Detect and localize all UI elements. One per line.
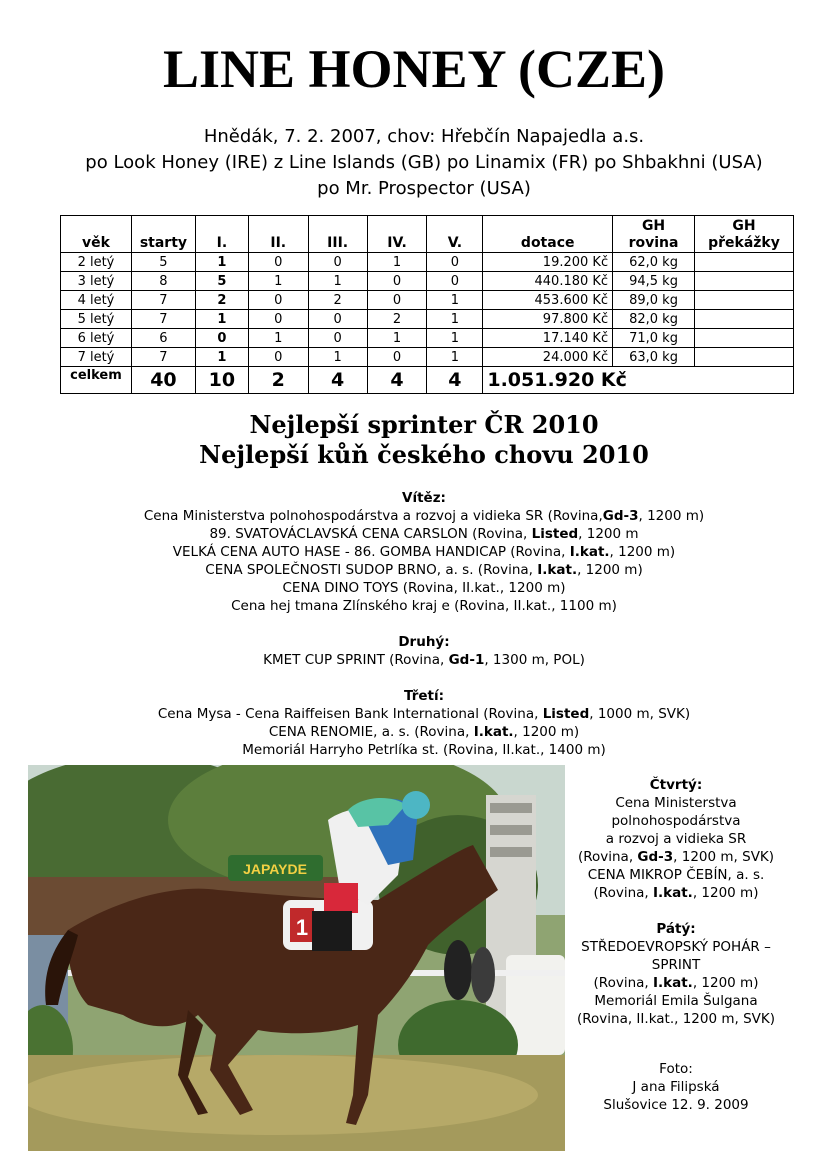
- list-item: Memoriál Harryho Petrlíka st. (Rovina, II.kat., 1400 m): [242, 742, 606, 758]
- track-sign: JAPAYDE: [243, 861, 307, 877]
- list-item: 89. SVATOVÁCLAVSKÁ CENA CARSLON (Rovina, Listed, 1200 m: [209, 526, 639, 542]
- list-item: Cena Ministerstva: [615, 795, 737, 811]
- table-row: 2 letý 5 1 0 0 1 0 19.200 Kč 62,0 kg: [61, 253, 794, 272]
- header-gh-flat: GH rovina: [613, 216, 695, 253]
- photo-credit: [566, 1060, 786, 1114]
- header-gh-jump: GH překážky: [695, 216, 794, 253]
- table-row: 3 letý 8 5 1 1 0 0 440.180 Kč 94,5 kg: [61, 272, 794, 291]
- race-stats-table: [60, 215, 794, 394]
- table-row: 5 letý 7 1 0 0 2 1 97.800 Kč 82,0 kg: [61, 310, 794, 329]
- fourth-heading: Čtvrtý:: [649, 777, 703, 793]
- header-second: II.: [248, 216, 308, 253]
- list-item: (Rovina, Gd-3, 1200 m, SVK): [577, 849, 775, 865]
- page-title: LINE HONEY (CZE): [162, 39, 666, 99]
- table-row: 7 letý 7 1 0 1 0 1 24.000 Kč 63,0 kg: [61, 348, 794, 367]
- headline-line-2: Nejlepší kůň českého chovu 2010: [199, 440, 649, 469]
- photo-credit-place-date: Slušovice 12. 9. 2009: [603, 1097, 749, 1113]
- third-heading: Třetí:: [403, 688, 445, 704]
- info-line-1: Hnědák, 7. 2. 2007, chov: Hřebčín Napajedla a.s.: [203, 126, 645, 147]
- header-fourth: IV.: [367, 216, 427, 253]
- list-item: KMET CUP SPRINT (Rovina, Gd-1, 1300 m, POL): [263, 652, 585, 668]
- photo-credit-label: Foto:: [659, 1061, 693, 1077]
- list-item: Memoriál Emila Šulgana: [594, 993, 758, 1009]
- list-item: Cena Mysa - Cena Raiffeisen Bank International (Rovina, Listed, 1000 m, SVK): [157, 706, 691, 722]
- horse-info: [0, 124, 828, 202]
- header-starts: starty: [131, 216, 195, 253]
- headline: [0, 410, 828, 470]
- header-age: věk: [61, 216, 132, 253]
- list-item: Cena hej tmana Zlínského kraj e (Rovina, II.kat., 1100 m): [231, 598, 617, 614]
- header-fifth: V.: [427, 216, 483, 253]
- second-heading: Druhý:: [398, 634, 450, 650]
- total-label: celkem: [61, 367, 132, 394]
- placings-sidebar: [566, 776, 786, 1028]
- list-item: VELKÁ CENA AUTO HASE - 86. GOMBA HANDICAP (Rovina, I.kat., 1200 m): [172, 544, 676, 560]
- list-item: a rozvoj a vidieka SR: [605, 831, 747, 847]
- header-third: III.: [308, 216, 367, 253]
- list-item: (Rovina, I.kat., 1200 m): [593, 975, 759, 991]
- list-item: STŘEDOEVROPSKÝ POHÁR –: [581, 939, 771, 955]
- header-first: I.: [195, 216, 248, 253]
- horse-photo-illustration: [28, 765, 565, 1151]
- list-item: CENA MIKROP ČEBÍN, a. s.: [587, 867, 765, 883]
- header-prize: dotace: [483, 216, 613, 253]
- horse-photo: [28, 765, 565, 1151]
- list-item: SPRINT: [651, 957, 701, 973]
- saddle-number: 1: [295, 915, 309, 940]
- list-item: CENA RENOMIE, a. s. (Rovina, I.kat., 1200 m): [268, 724, 580, 740]
- table-total-row: celkem 40 10 2 4 4 4 1.051.920 Kč: [61, 367, 794, 394]
- list-item: Cena Ministerstva polnohospodárstva a rozvoj a vidieka SR (Rovina,Gd-3, 1200 m): [143, 508, 705, 524]
- list-item: (Rovina, II.kat., 1200 m, SVK): [576, 1011, 776, 1027]
- list-item: polnohospodárstva: [611, 813, 741, 829]
- info-line-3: po Mr. Prospector (USA): [317, 178, 531, 199]
- total-prize: 1.051.920 Kč: [483, 367, 794, 394]
- results-list: [0, 489, 828, 759]
- info-line-2: po Look Honey (IRE) z Line Islands (GB) po Linamix (FR) po Shbakhni (USA): [85, 152, 763, 173]
- table-header-row: [61, 216, 794, 253]
- winner-heading: Vítěz:: [402, 490, 446, 506]
- table-row: 6 letý 6 0 1 0 1 1 17.140 Kč 71,0 kg: [61, 329, 794, 348]
- list-item: (Rovina, I.kat., 1200 m): [593, 885, 759, 901]
- list-item: CENA SPOLEČNOSTI SUDOP BRNO, a. s. (Rovina, I.kat., 1200 m): [205, 562, 643, 578]
- headline-line-1: Nejlepší sprinter ČR 2010: [249, 410, 599, 439]
- fifth-heading: Pátý:: [656, 921, 696, 937]
- list-item: CENA DINO TOYS (Rovina, II.kat., 1200 m): [282, 580, 566, 596]
- table-row: 4 letý 7 2 0 2 0 1 453.600 Kč 89,0 kg: [61, 291, 794, 310]
- photo-credit-author: J ana Filipská: [632, 1079, 720, 1095]
